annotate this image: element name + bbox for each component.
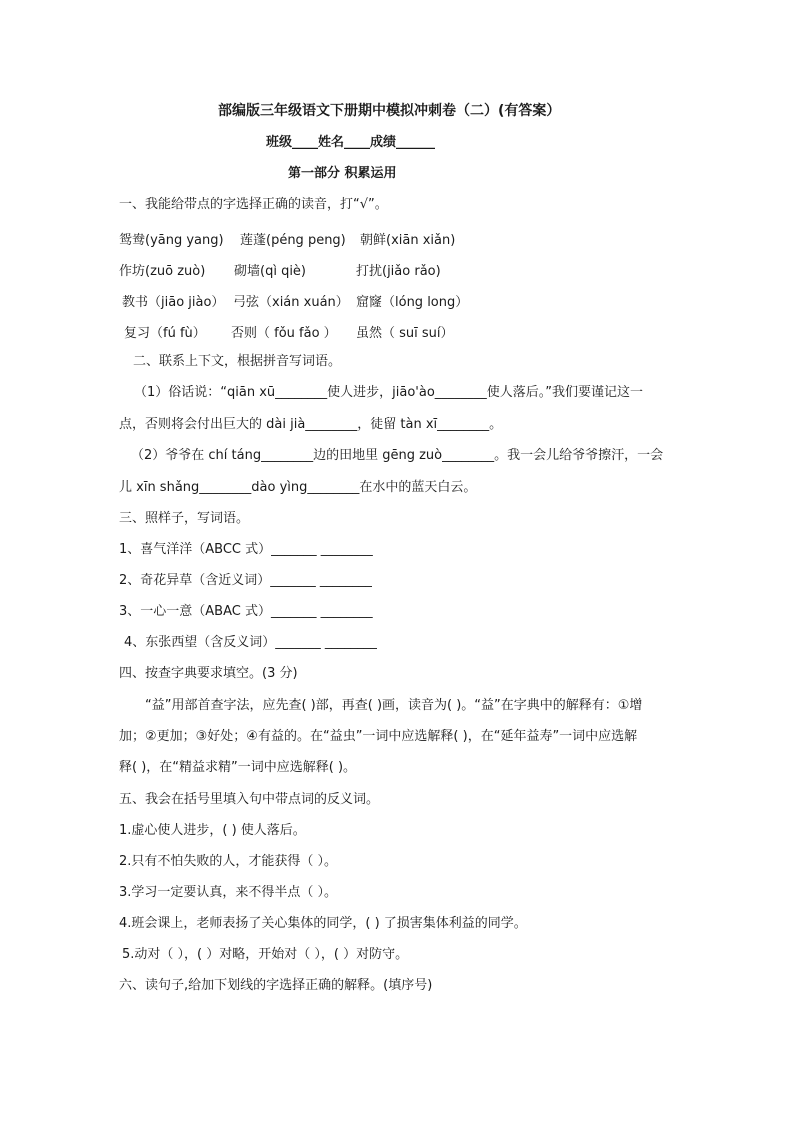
pinyin-item: 作坊(zuō zuò): [119, 264, 206, 279]
part-heading: 第一部分 积累运用: [288, 166, 397, 181]
section5-item: 2.只有不怕失败的人，才能获得（ ）。: [119, 854, 338, 869]
pinyin-item: 复习（fú fù）: [124, 326, 206, 341]
section2-line: （1）俗话说：“qiān xū________使人进步，jiāo'ào________使人落后。”我们要谨记这一: [134, 385, 644, 400]
pinyin-item: 莲蓬(péng peng): [240, 233, 346, 248]
section5-heading: 五、我会在括号里填入句中带点词的反义词。: [119, 792, 380, 807]
section5-item: 3.学习一定要认真，来不得半点（ ）。: [119, 885, 338, 900]
section5-item: 4.班会课上，老师表扬了关心集体的同学，( ) 了损害集体利益的同学。: [119, 916, 527, 931]
pinyin-item: 否则（ fǒu fǎo ）: [231, 326, 337, 341]
section5-item: 1.虚心使人进步，( ) 使人落后。: [119, 823, 306, 838]
section3-item: 2、奇花异草（含近义词）_______ ________: [119, 573, 372, 588]
student-info-line: 班级____姓名____成绩______: [266, 135, 436, 150]
section2-heading: 二、联系上下文，根据拼音写词语。: [133, 354, 342, 369]
pinyin-item: 教书（jiāo jiào）: [122, 295, 225, 310]
section5-item: 5.动对（ ），( ）对略，开始对（ ），( ）对防守。: [122, 947, 409, 962]
section4-heading: 四、按查字典要求填空。(3 分): [119, 666, 298, 681]
pinyin-item: 弓弦（xián xuán）: [233, 295, 349, 310]
section4-line: 释( )，在“精益求精”一词中应选解释( )。: [119, 760, 357, 775]
section3-item: 1、喜气洋洋（ABCC 式）_______ ________: [119, 542, 373, 557]
section4-line: “益”用部首查字法，应先查( )部，再查( )画，读音为( )。“益”在字典中的解释有：①增: [145, 698, 643, 713]
pinyin-item: 鸳鸯(yāng yang): [119, 233, 224, 248]
section2-line: （2）爷爷在 chí táng________边的田地里 gēng zuò________。我一会儿给爷爷擦汗，一会: [131, 448, 664, 463]
pinyin-item: 朝鲜(xiān xiǎn): [360, 233, 456, 248]
section2-line: 儿 xīn shǎng________dào yìng________在水中的蓝天白云。: [119, 480, 477, 495]
section3-heading: 三、照样子，写词语。: [119, 511, 250, 526]
section3-item: 3、一心一意（ABAC 式）_______ ________: [119, 604, 373, 619]
pinyin-item: 打扰(jiǎo rǎo): [356, 264, 441, 279]
pinyin-item: 窟窿（lóng long）: [356, 295, 469, 310]
section4-line: 加；②更加；③好处；④有益的。在“益虫”一词中应选解释( )，在“延年益寿”一词中应选解: [119, 729, 638, 744]
section2-line: 点，否则将会付出巨大的 dài jià________，徒留 tàn xī________。: [119, 417, 503, 432]
section3-item: 4、东张西望（含反义词）_______ ________: [124, 635, 377, 650]
pinyin-item: 虽然（ suī suí）: [356, 326, 454, 341]
page-title: 部编版三年级语文下册期中模拟冲刺卷（二）(有答案）: [218, 103, 561, 119]
section6-heading: 六、读句子,给加下划线的字选择正确的解释。(填序号): [119, 978, 433, 993]
pinyin-item: 砌墙(qì qiè): [234, 264, 307, 279]
section1-heading: 一、我能给带点的字选择正确的读音，打“√”。: [119, 197, 388, 212]
